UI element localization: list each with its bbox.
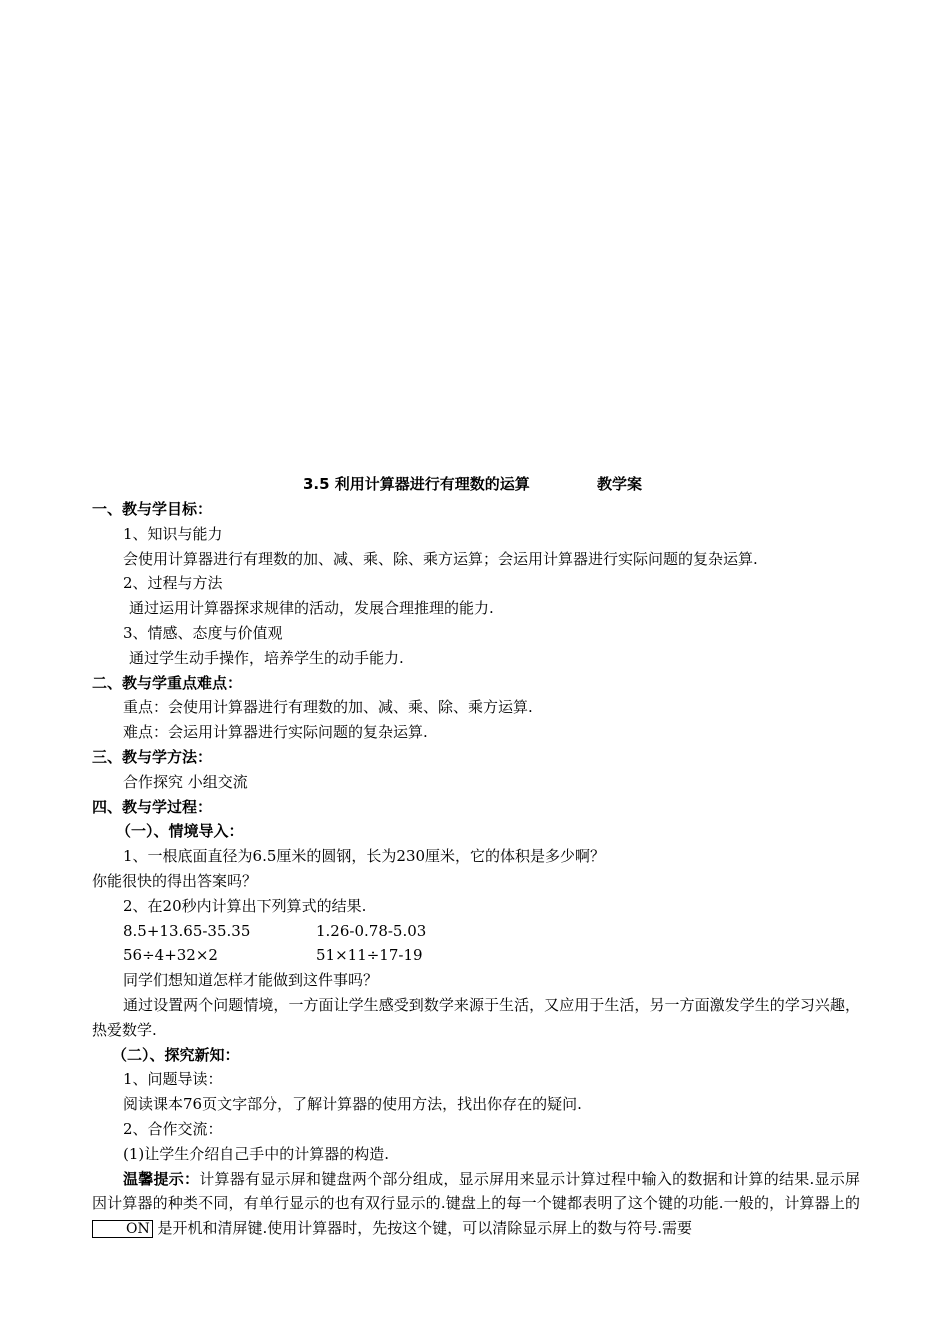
hard-point: 难点：会运用计算器进行实际问题的复杂运算. [123, 723, 428, 742]
document-title [0, 472, 950, 497]
goal-item-3: 3、情感、态度与价值观 [123, 623, 283, 642]
section-heading-goals: 一、教与学目标： [92, 500, 213, 518]
goal-item-3-text: 通过学生动手操作，培养学生的动手能力. [129, 648, 404, 667]
expression-row-1 [0, 919, 950, 944]
title-suffix: 教学案 [597, 475, 643, 493]
cooperation-text: (1)让学生介绍自己手中的计算器的构造. [123, 1144, 390, 1163]
subsection-explore: （二）、探究新知： [112, 1045, 240, 1064]
expression-2: 1.26-0.78-5.03 [316, 921, 427, 940]
goal-item-1-text: 会使用计算器进行有理数的加、减、乘、除、乘方运算；会运用计算器进行实际问题的复杂运算. [123, 549, 758, 568]
situation-paragraph: 通过设置两个问题情境，一方面让学生感受到数学来源于生活，又应用于生活，另一方面激发学生的学习兴趣，热爱数学. [92, 995, 860, 1039]
goal-item-2: 2、过程与方法 [123, 574, 223, 593]
document-page [0, 472, 950, 1241]
question-1b: 你能很快的得出答案吗？ [92, 871, 258, 890]
question-2: 2、在20秒内计算出下列算式的结果. [123, 896, 367, 915]
tip-paragraph [92, 1167, 860, 1241]
expression-3: 56÷4+32×2 [123, 946, 218, 965]
tip-text-2: 是开机和清屏键.使用计算器时，先按这个键，可以清除显示屏上的数与符号.需要 [152, 1219, 693, 1238]
reading-heading: 1、问题导读： [123, 1070, 223, 1089]
question-1a: 1、一根底面直径为6.5厘米的圆钢，长为230厘米，它的体积是多少啊？ [123, 847, 606, 866]
reading-text: 阅读课本76页文字部分，了解计算器的使用方法，找出你存在的疑问. [123, 1095, 582, 1114]
expression-row-2 [0, 943, 950, 968]
section-heading-keypoints: 二、教与学重点难点： [92, 673, 243, 692]
cooperation-heading: 2、合作交流： [123, 1119, 223, 1138]
title-main: 3.5 利用计算器进行有理数的运算 [303, 475, 530, 493]
tip-text-1: 计算器有显示屏和键盘两个部分组成，显示屏用来显示计算过程中输入的数据和计算的结果.显示屏因计算器的种类不同，有单行显示的也有双行显示的.键盘上的每一个键都表明了这个键的功能.一般的，计算器上的 [92, 1169, 860, 1213]
key-point: 重点：会使用计算器进行有理数的加、减、乘、除、乘方运算. [123, 698, 533, 717]
goal-item-1: 1、知识与能力 [123, 524, 223, 543]
tip-label: 温馨提示： [123, 1169, 200, 1188]
goal-item-2-text: 通过运用计算器探求规律的活动，发展合理推理的能力. [129, 599, 494, 618]
question-3: 同学们想知道怎样才能做到这件事吗？ [123, 971, 379, 990]
section-heading-process: 四、教与学过程： [92, 797, 213, 816]
on-key-box: ON [92, 1220, 153, 1238]
expression-4: 51×11÷17-19 [316, 946, 423, 965]
subsection-situation: （一）、情境导入： [116, 822, 244, 841]
section-heading-methods: 三、教与学方法： [92, 747, 213, 766]
expression-1: 8.5+13.65-35.35 [123, 921, 251, 940]
methods-text: 合作探究 小组交流 [123, 772, 248, 791]
